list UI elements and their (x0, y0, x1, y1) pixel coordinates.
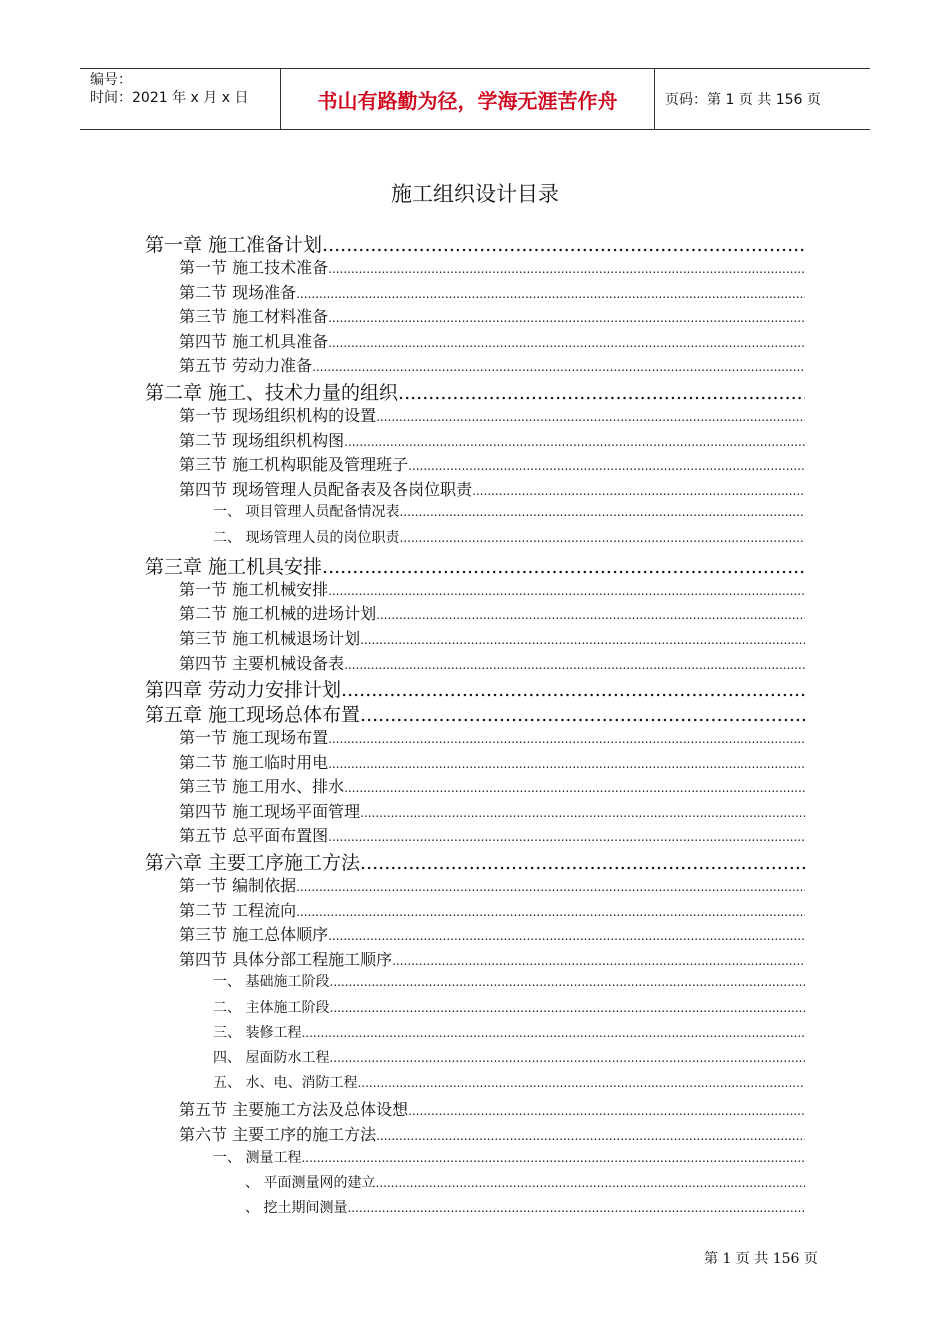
toc-dot-leader (472, 484, 805, 498)
toc-dot-leader (376, 1129, 805, 1143)
toc-dot-leader (347, 1201, 805, 1215)
toc-entry-label: 五、 水、电、消防工程 (213, 1075, 358, 1092)
toc-entry[interactable] (145, 329, 805, 354)
toc-dot-leader (399, 505, 805, 519)
toc-dot-leader (296, 880, 805, 894)
toc-entry-label: 第二节 现场组织机构图 (179, 430, 345, 450)
toc-entry-label: 第四节 施工机具准备 (179, 331, 329, 351)
header-motto: 书山有路勤为径，学海无涯苦作舟 (280, 69, 655, 129)
toc-entry-label: 第五章 施工现场总体布置 (145, 704, 361, 726)
toc-entry-label: 二、 主体施工阶段 (213, 999, 330, 1016)
toc-entry[interactable] (145, 601, 805, 626)
toc-entry[interactable] (145, 1197, 805, 1222)
toc-entry[interactable] (145, 675, 805, 700)
toc-entry-label: 第三节 施工总体顺序 (179, 925, 329, 945)
toc-entry[interactable] (145, 971, 805, 996)
toc-dot-leader (360, 806, 805, 820)
toc-entry-label: 第三节 施工机构职能及管理班子 (179, 455, 409, 475)
toc-entry-label: 第五节 总平面布置图 (179, 826, 329, 846)
toc-dot-leader (296, 905, 805, 919)
toc-entry-label: 第四节 具体分部工程施工顺序 (179, 949, 393, 969)
toc-entry[interactable] (145, 626, 805, 651)
toc-entry-label: 第四节 施工现场平面管理 (179, 801, 361, 821)
toc-dot-leader (328, 311, 805, 325)
toc-entry-label: 一、 项目管理人员配备情况表 (213, 504, 400, 521)
toc-entry-label: 、 挖土期间测量 (245, 1199, 348, 1216)
toc-dot-leader (344, 658, 805, 672)
toc-dot-leader (328, 262, 805, 276)
toc-entry[interactable] (145, 1097, 805, 1122)
toc-entry-label: 第三节 施工材料准备 (179, 307, 329, 327)
toc-entry[interactable] (145, 1172, 805, 1197)
toc-entry-label: 第二节 施工机械的进场计划 (179, 604, 377, 624)
toc-entry-label: 第五节 劳动力准备 (179, 356, 313, 376)
toc-dot-leader (399, 531, 805, 545)
toc-entry[interactable] (145, 501, 805, 526)
toc-dot-leader (357, 1076, 805, 1090)
toc-entry-label: 二、 现场管理人员的岗位职责 (213, 529, 400, 546)
toc-dot-leader (376, 608, 805, 622)
toc-dot-leader (360, 704, 805, 725)
toc-entry-label: 三、 装修工程 (213, 1024, 302, 1041)
toc-entry[interactable] (145, 552, 805, 577)
toc-entry[interactable] (145, 378, 805, 403)
toc-entry[interactable] (145, 452, 805, 477)
toc-entry[interactable] (145, 255, 805, 280)
toc-entry[interactable] (145, 774, 805, 799)
toc-dot-leader (329, 975, 805, 989)
toc-dot-leader (329, 1051, 805, 1065)
toc-entry-label: 第三节 施工用水、排水 (179, 777, 345, 797)
toc-entry-label: 第二节 工程流向 (179, 900, 297, 920)
toc-entry[interactable] (145, 1147, 805, 1172)
toc-entry[interactable] (145, 304, 805, 329)
toc-entry-label: 第二节 现场准备 (179, 282, 297, 302)
toc-entry-label: 第六节 主要工序的施工方法 (179, 1124, 377, 1144)
toc-entry[interactable] (145, 799, 805, 824)
toc-dot-leader (322, 556, 805, 577)
toc-dot-leader (398, 382, 805, 403)
toc-entry-label: 第一节 施工机械安排 (179, 579, 329, 599)
table-of-contents (145, 230, 805, 1222)
toc-dot-leader (301, 1026, 805, 1040)
toc-dot-leader (360, 852, 805, 873)
toc-entry-label: 第二章 施工、技术力量的组织 (145, 381, 399, 403)
toc-entry[interactable] (145, 428, 805, 453)
document-number: 编号： (90, 72, 132, 88)
toc-dot-leader (341, 679, 805, 700)
toc-entry-label: 第二节 施工临时用电 (179, 752, 329, 772)
toc-entry-label: 四、 屋面防水工程 (213, 1050, 330, 1066)
toc-dot-leader (322, 234, 805, 255)
toc-entry[interactable] (145, 898, 805, 923)
toc-dot-leader (328, 929, 805, 943)
header-meta (80, 69, 280, 129)
toc-dot-leader (375, 1176, 805, 1190)
toc-entry[interactable] (145, 873, 805, 898)
toc-entry-label: 第四节 主要机械设备表 (179, 653, 345, 673)
toc-entry-label: 第一章 施工准备计划 (145, 234, 323, 255)
toc-entry-label: 第一节 施工现场布置 (179, 728, 329, 748)
toc-entry[interactable] (145, 1072, 805, 1097)
toc-entry-label: 一、 测量工程 (213, 1149, 302, 1166)
toc-dot-leader (392, 954, 805, 968)
toc-entry[interactable] (145, 848, 805, 873)
toc-dot-leader (328, 830, 805, 844)
toc-entry[interactable] (145, 1047, 805, 1072)
toc-entry-label: 第六章 主要工序施工方法 (145, 852, 361, 874)
toc-dot-leader (408, 459, 805, 473)
toc-entry[interactable] (145, 700, 805, 725)
toc-entry[interactable] (145, 651, 805, 676)
toc-entry[interactable] (145, 403, 805, 428)
toc-entry[interactable] (145, 477, 805, 502)
toc-entry-label: 、 平面测量网的建立 (245, 1174, 376, 1191)
page-header (80, 68, 870, 130)
header-page-info: 页码：第 1 页 共 156 页 (665, 92, 821, 108)
toc-entry[interactable] (145, 230, 805, 255)
toc-entry-label: 第五节 主要施工方法及总体设想 (179, 1100, 409, 1120)
toc-entry[interactable] (145, 1122, 805, 1147)
toc-entry[interactable] (145, 750, 805, 775)
toc-entry-label: 一、 基础施工阶段 (213, 974, 330, 991)
toc-entry[interactable] (145, 280, 805, 305)
page-title: 施工组织设计目录 (391, 182, 559, 206)
toc-dot-leader (328, 732, 805, 746)
toc-entry-label: 第一节 编制依据 (179, 876, 297, 896)
toc-entry[interactable] (145, 997, 805, 1022)
toc-dot-leader (344, 435, 805, 449)
toc-dot-leader (360, 633, 805, 647)
toc-dot-leader (312, 360, 805, 374)
toc-entry[interactable] (145, 725, 805, 750)
toc-dot-leader (328, 757, 805, 771)
toc-entry-label: 第一节 施工技术准备 (179, 258, 329, 277)
toc-dot-leader (329, 1001, 805, 1015)
toc-dot-leader (408, 1104, 805, 1118)
toc-entry-label: 第三节 施工机械退场计划 (179, 628, 361, 648)
toc-entry-label: 第四章 劳动力安排计划 (145, 679, 342, 701)
toc-entry[interactable] (145, 922, 805, 947)
toc-dot-leader (328, 584, 805, 598)
page-footer: 第 1 页 共 156 页 (704, 1251, 818, 1267)
toc-entry-label: 第三章 施工机具安排 (145, 555, 323, 577)
toc-dot-leader (301, 1151, 805, 1165)
toc-entry[interactable] (145, 1022, 805, 1047)
toc-entry[interactable] (145, 527, 805, 552)
toc-dot-leader (376, 410, 805, 424)
toc-entry[interactable] (145, 947, 805, 972)
toc-dot-leader (344, 781, 805, 795)
toc-entry-label: 第一节 现场组织机构的设置 (179, 405, 377, 425)
toc-entry[interactable] (145, 353, 805, 378)
document-time: 时间：2021 年 x 月 x 日 (90, 90, 249, 106)
toc-dot-leader (296, 287, 805, 301)
toc-entry[interactable] (145, 823, 805, 848)
toc-entry[interactable] (145, 577, 805, 602)
toc-dot-leader (328, 336, 805, 350)
toc-entry-label: 第四节 现场管理人员配备表及各岗位职责 (179, 479, 473, 499)
